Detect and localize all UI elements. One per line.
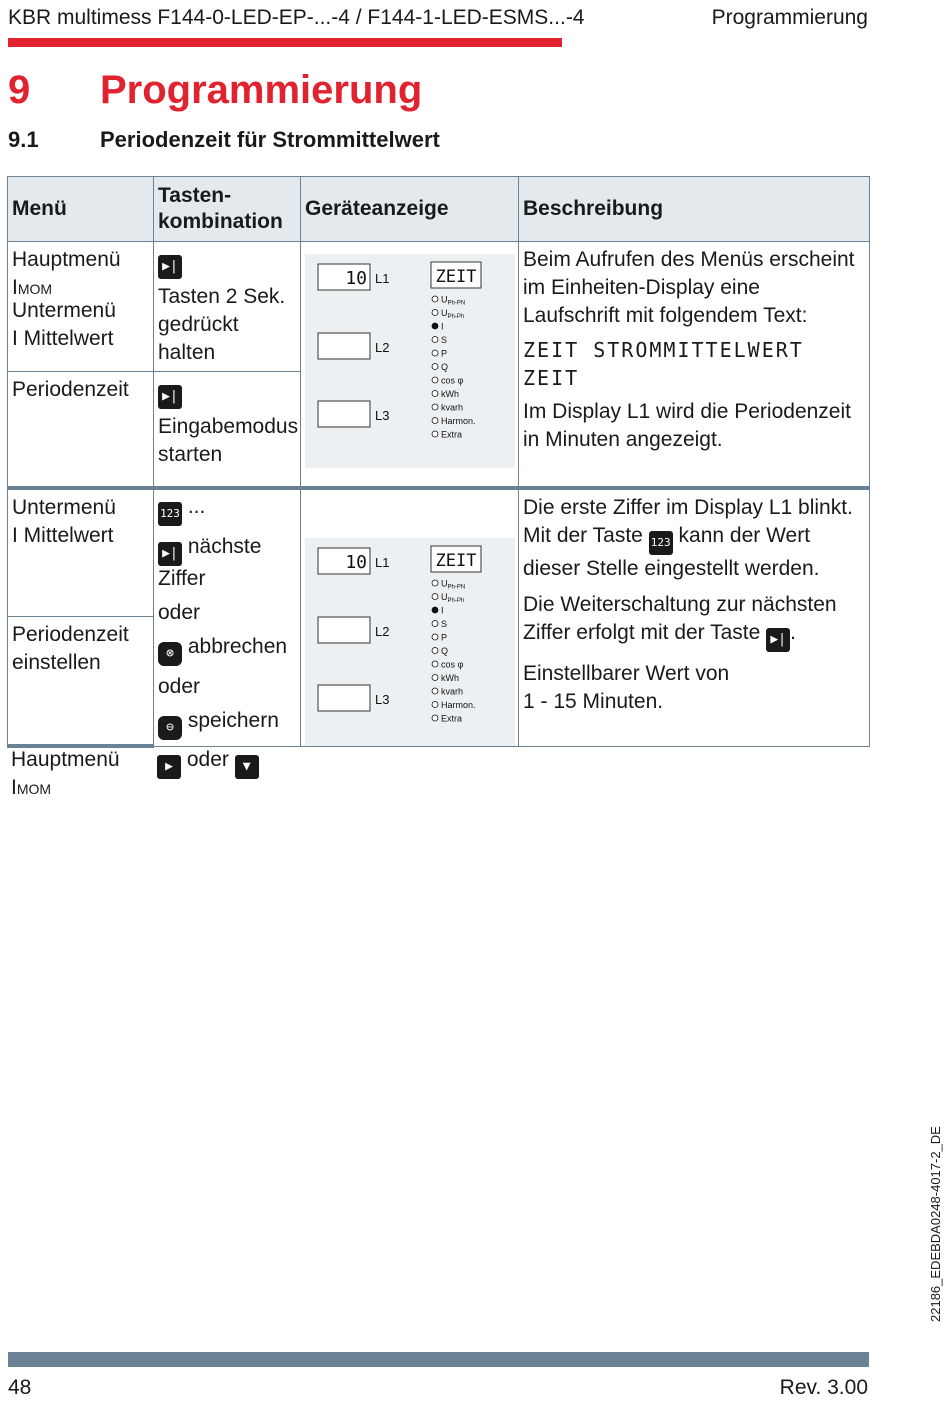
- indicator-led: [432, 620, 438, 626]
- indicator-led: [432, 701, 438, 707]
- indicator-led: [432, 323, 438, 329]
- indicator-led: [432, 337, 438, 343]
- label-l3: L3: [375, 408, 390, 423]
- device-display-1: [301, 242, 519, 474]
- indicator-label: Extra: [441, 429, 463, 440]
- header-desc: Beschreibung: [519, 177, 870, 242]
- row1-menu-b: Periodenzeit: [8, 372, 154, 488]
- indicator-led: [432, 364, 438, 370]
- label-l2: L2: [375, 340, 390, 355]
- chapter-number: 9: [8, 68, 31, 112]
- indicator-led: [432, 647, 438, 653]
- indicator-label: kvarh: [441, 686, 464, 696]
- next-key-icon: ▶|: [158, 385, 182, 409]
- indicator-label: $U_{Ph-PN}$: [441, 294, 466, 307]
- indicator-label: Harmon.: [441, 416, 476, 426]
- indicator-led: [432, 688, 438, 694]
- display-panel-1: [301, 242, 519, 488]
- unit-display-text: ZEIT: [435, 267, 477, 287]
- label-l1: L1: [375, 554, 390, 570]
- label-l1: L1: [375, 271, 390, 286]
- indicator-led: [432, 715, 438, 721]
- indicator-led: [432, 310, 438, 316]
- digit-key-icon: 123: [649, 531, 673, 555]
- indicator-label: S: [441, 618, 448, 629]
- section-number: 9.1: [8, 127, 39, 152]
- device-display-2: [301, 490, 519, 746]
- header-bar: [8, 38, 562, 47]
- row2-description: Die erste Ziffer im Display L1 blinkt. Mit der Taste 123 kann der Wert dieser Stelle eingestellt werden. Die Weiterschaltung zur nächsten Ziffer erfolgt mit der Taste ▶| . Einstellbarer Wert von 1 - 15 Minuten.: [519, 488, 870, 747]
- row2-menu-a: Untermenü I Mittelwert: [8, 488, 154, 617]
- procedure-table: [7, 176, 870, 748]
- indicator-label: $U_{Ph-Ph}$: [441, 591, 465, 604]
- row1-menu-a: Hauptmenü IMOM Untermenü I Mittelwert: [8, 242, 154, 372]
- indicator-label: S: [441, 335, 448, 345]
- cancel-key-icon: ⊗: [158, 642, 182, 666]
- header-keys: Tasten- kombination: [154, 177, 301, 242]
- return-row: [7, 742, 869, 807]
- lcd-field-l3: [318, 401, 370, 427]
- row2-menu-b: Periodenzeit einstellen: [8, 617, 154, 746]
- section-heading: [8, 127, 440, 153]
- indicator-label: Harmon.: [441, 699, 476, 710]
- label-l3: L3: [375, 691, 390, 707]
- chapter-heading: [8, 68, 422, 113]
- right-arrow-key-icon: ▶: [157, 755, 181, 779]
- save-key-icon: ⊖: [158, 716, 182, 740]
- indicator-label: kWh: [441, 389, 459, 399]
- next-key-icon: ▶|: [158, 255, 182, 279]
- indicator-label: I: [441, 605, 444, 615]
- footer-bar: [8, 1352, 869, 1367]
- scrolling-text-lcd: ZEIT STROMMITTELWERT ZEIT: [523, 338, 804, 390]
- header-display: Geräteanzeige: [301, 177, 519, 242]
- header-right: Programmierung: [711, 6, 868, 29]
- indicator-led: [432, 661, 438, 667]
- lcd-field-l3: [318, 685, 370, 711]
- indicator-led: [432, 404, 438, 410]
- header-menu: Menü: [8, 177, 154, 242]
- lcd-value-l1: 10: [345, 551, 367, 573]
- unit-display-text: ZEIT: [435, 550, 477, 571]
- next-key-icon: ▶|: [766, 628, 790, 652]
- indicator-label: Q: [441, 645, 449, 656]
- next-key-icon: ▶|: [158, 542, 182, 566]
- indicator-label: Q: [441, 362, 449, 372]
- row1-keys-a: ▶| Tasten 2 Sek. gedrückt halten: [154, 242, 301, 372]
- revision: Rev. 3.00: [779, 1376, 868, 1399]
- return-menu: Hauptmenü IMOM: [11, 748, 120, 799]
- indicator-label: I: [441, 321, 444, 332]
- indicator-label: cos φ: [441, 659, 464, 669]
- indicator-label: cos φ: [441, 375, 464, 386]
- indicator-led: [432, 607, 438, 613]
- indicator-led: [432, 418, 438, 424]
- header-left: KBR multimess F144-0-LED-EP-...-4 / F144-1-LED-ESMS...-4: [8, 6, 585, 29]
- down-arrow-key-icon: ▼: [235, 755, 259, 779]
- indicator-led: [432, 580, 438, 586]
- indicator-led: [432, 593, 438, 599]
- indicator-led: [432, 634, 438, 640]
- lcd-field-l2: [318, 617, 370, 643]
- page-number: 48: [8, 1376, 32, 1399]
- row1-description: Beim Aufrufen des Menüs erscheint im Einheiten-Display eine Laufschrift mit folgendem Text: ZEIT STROMMITTELWERT ZEIT Im Display L1 wird die Periodenzeit in Minuten angezeigt.: [519, 242, 870, 488]
- indicator-label: $U_{Ph-Ph}$: [441, 308, 465, 320]
- indicator-label: P: [441, 632, 448, 642]
- return-keys: ▶ oder ▼: [153, 742, 300, 807]
- document-id: 22186_EDEBDA0248-4017-2_DE: [928, 1126, 943, 1322]
- indicator-led: [432, 391, 438, 397]
- row2-keys: 123 ... ▶| nächste Ziffer oder ⊗ abbrechen oder ⊖ speichern: [154, 488, 301, 747]
- indicator-label: kWh: [441, 672, 459, 683]
- indicator-label: $U_{Ph-PN}$: [441, 578, 466, 590]
- lcd-value-l1: 10: [345, 268, 367, 289]
- indicator-label: P: [441, 348, 448, 359]
- chapter-title: Programmierung: [100, 68, 423, 112]
- indicator-led: [432, 377, 438, 383]
- digit-key-icon: 123: [158, 502, 182, 526]
- lcd-field-l2: [318, 333, 370, 359]
- indicator-led: [432, 431, 438, 437]
- indicator-led: [432, 350, 438, 356]
- indicator-led: [432, 674, 438, 680]
- indicator-label: Extra: [441, 713, 463, 723]
- label-l2: L2: [375, 623, 390, 639]
- indicator-label: kvarh: [441, 402, 464, 413]
- row1-keys-b: ▶| Eingabemodus starten: [154, 372, 301, 488]
- section-title: Periodenzeit für Strommittelwert: [100, 127, 440, 152]
- indicator-led: [432, 296, 438, 302]
- display-panel-2: [301, 488, 519, 747]
